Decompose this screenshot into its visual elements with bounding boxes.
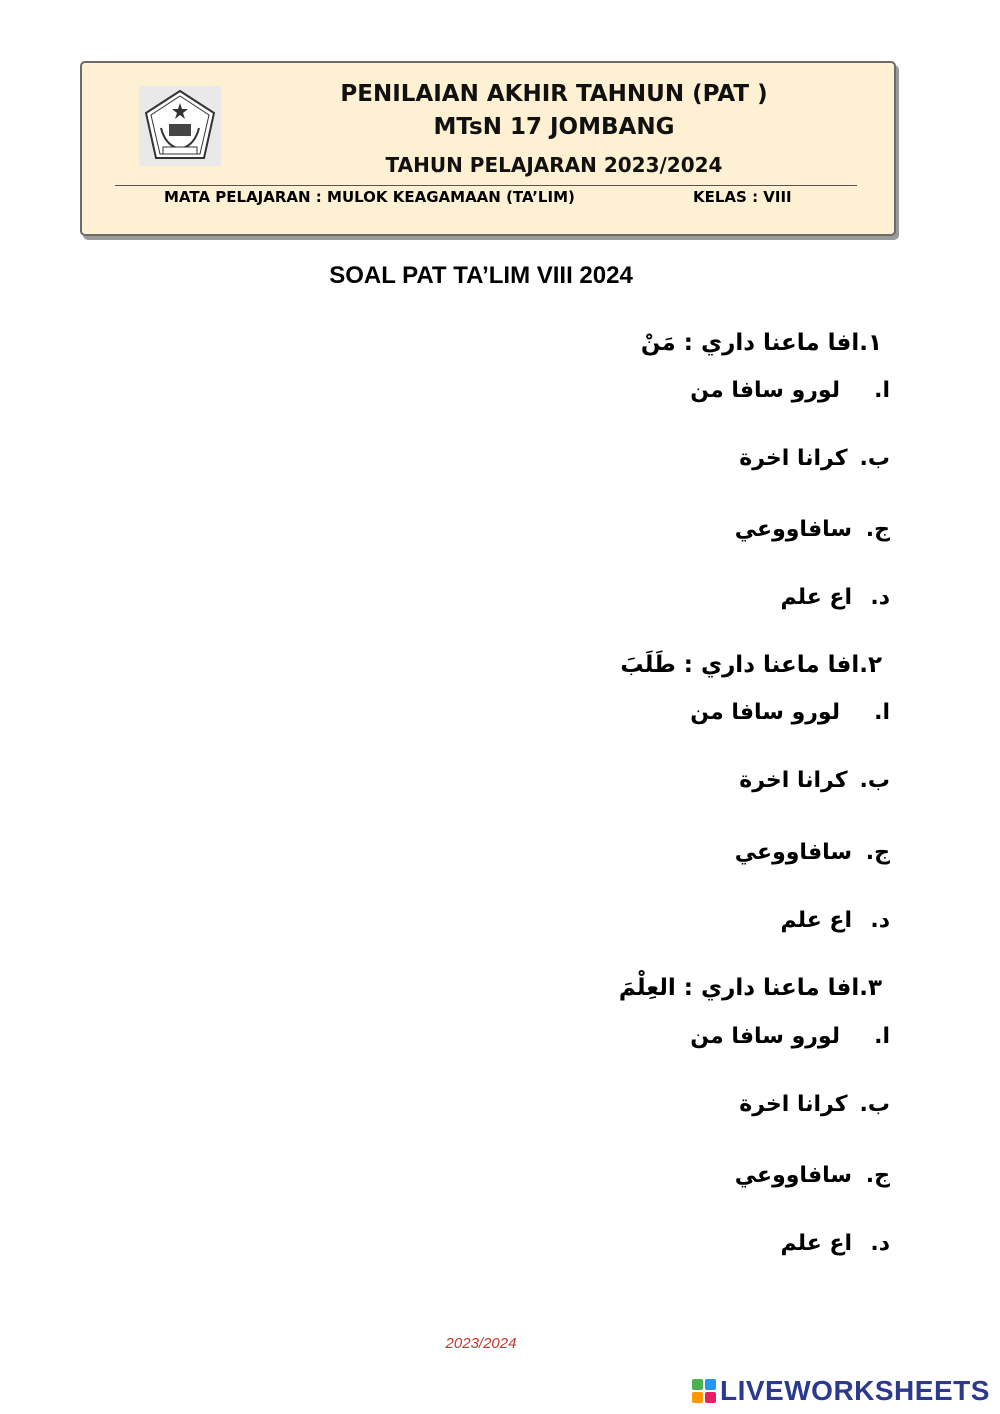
footer-year: 2023/2024: [445, 1335, 517, 1352]
question-2-option-c[interactable]: [735, 840, 890, 865]
liveworksheets-logo-icon: [692, 1379, 716, 1403]
option-text: سافاووعي: [734, 517, 852, 542]
header-subject: MATA PELAJARAN : MULOK KEAGAMAAN (TA’LIM): [164, 188, 575, 206]
question-3-option-a[interactable]: [690, 1024, 890, 1049]
question-3-option-c[interactable]: [735, 1163, 890, 1188]
header-divider: [115, 185, 857, 186]
header-school: MTsN 17 JOMBANG: [433, 114, 675, 140]
option-marker: ب.: [859, 1092, 890, 1117]
option-text: لورو سافا من: [690, 1024, 840, 1049]
question-3: ٣.افا ماعنا داري : العِلْمَ: [618, 975, 882, 1001]
option-marker: ا.: [874, 1024, 890, 1049]
question-2-option-b[interactable]: [739, 768, 890, 793]
header-title: PENILAIAN AKHIR TAHNUN (PAT ): [340, 81, 768, 107]
option-text: اع علم: [780, 908, 852, 933]
option-text: اع علم: [780, 1231, 852, 1256]
exam-header: [80, 61, 896, 236]
question-1-option-c[interactable]: [735, 517, 890, 542]
option-text: اع علم: [780, 585, 852, 610]
option-text: كرانا اخرة: [739, 1092, 848, 1117]
document-title: SOAL PAT TA’LIM VIII 2024: [329, 262, 633, 289]
option-marker: ب.: [859, 446, 890, 471]
header-academic-year: TAHUN PELAJARAN 2023/2024: [385, 153, 723, 177]
option-marker: ا.: [874, 378, 890, 403]
question-2-option-d[interactable]: [781, 908, 891, 933]
option-text: لورو سافا من: [690, 378, 840, 403]
option-marker: ا.: [874, 700, 890, 725]
option-marker: ج.: [865, 1163, 890, 1188]
header-class: KELAS : VIII: [693, 188, 792, 206]
question-2-option-a[interactable]: [690, 700, 890, 725]
option-marker: د.: [870, 1231, 890, 1256]
option-text: كرانا اخرة: [739, 768, 848, 793]
question-3-option-b[interactable]: [739, 1092, 890, 1117]
option-text: كرانا اخرة: [739, 446, 848, 471]
option-text: سافاووعي: [734, 1163, 852, 1188]
ministry-logo: [139, 86, 221, 166]
option-marker: ج.: [865, 517, 890, 542]
option-marker: د.: [870, 585, 890, 610]
question-2: ٢.افا ماعنا داري : طَلَبَ: [620, 652, 882, 678]
brand-name: LIVEWORKSHEETS: [720, 1375, 990, 1406]
liveworksheets-brand[interactable]: [692, 1374, 990, 1408]
question-1-option-a[interactable]: [690, 378, 890, 403]
option-marker: د.: [870, 908, 890, 933]
option-text: سافاووعي: [734, 840, 852, 865]
option-marker: ب.: [859, 768, 890, 793]
option-marker: ج.: [865, 840, 890, 865]
question-3-option-d[interactable]: [781, 1231, 891, 1256]
question-1: ١.افا ماعنا داري : مَنْ: [640, 330, 882, 356]
question-1-option-d[interactable]: [781, 585, 891, 610]
option-text: لورو سافا من: [690, 700, 840, 725]
question-1-option-b[interactable]: [739, 446, 890, 471]
